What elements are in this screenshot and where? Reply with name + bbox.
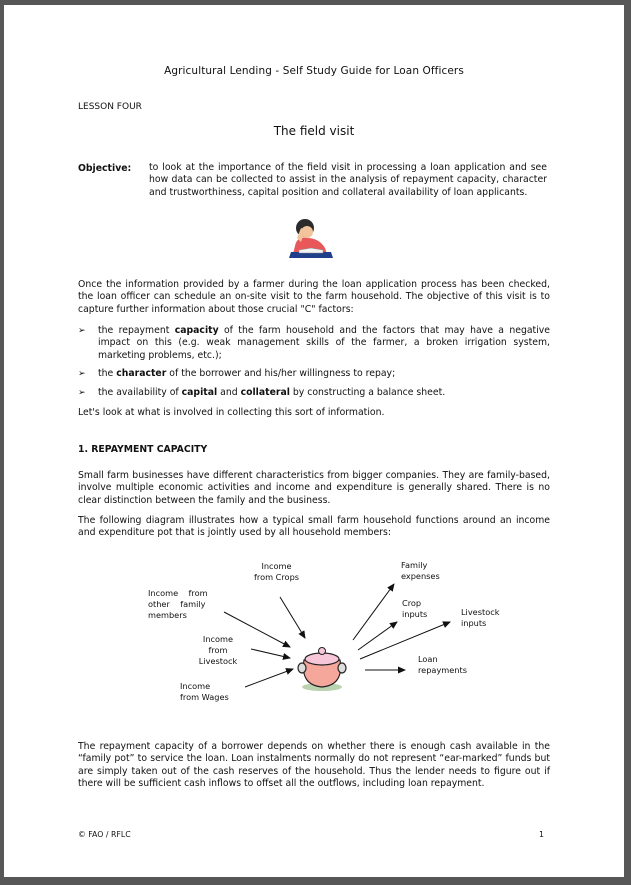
c-factors-list [78, 325, 550, 405]
list-item: ➢ the character of the borrower and his/her willingness to repay; [78, 368, 396, 380]
person-reading-icon [285, 216, 337, 260]
section-heading: 1. REPAYMENT CAPACITY [78, 444, 208, 455]
footer-page-number: 1 [539, 830, 544, 839]
footer-copyright: © FAO / RFLC [78, 830, 131, 839]
list-item: ➢ the availability of capital and collateral by constructing a balance sheet. [78, 386, 446, 398]
label-livestock-inputs: Livestock inputs [461, 607, 500, 628]
bullet-arrow-icon: ➢ [78, 326, 86, 336]
label-crop-inputs: Crop inputs [402, 598, 428, 619]
family-pot-icon [298, 648, 346, 692]
label-income-crops: Income from Crops [254, 561, 300, 582]
closing-paragraph: The repayment capacity of a borrower depends on whether there is enough cash available in the “family pot” to service the loan. Loan instalments normally do not represent “ear-marked” funds but are simply taken out of the cash reserves of the household. Thus the lender needs to figure out if there will be sufficient cash inflows to offset all the outflows, including loan repayment. [78, 741, 550, 790]
label-income-wages: Income from Wages [180, 681, 229, 702]
lesson-label: LESSON FOUR [78, 102, 142, 112]
section-paragraph-1: Small farm businesses have different characteristics from bigger companies. They are family-based, involve multiple economic activities and income and expenditure is generally shared. There is no clear distinction between the family and the business. [78, 470, 550, 506]
bullet-arrow-icon: ➢ [78, 369, 86, 380]
page-title: The field visit [273, 124, 355, 138]
running-header: Agricultural Lending - Self Study Guide for Loan Officers [164, 65, 464, 77]
label-family-expenses: Family expenses [401, 560, 440, 581]
person-reading-illustration [285, 216, 337, 260]
list-item: ➢ the repayment capacity of the farm household and the factors that may have a negative impact on this (e.g. weak management skills of the farmer, a broken irrigation system, marketing problems, etc.); [78, 325, 550, 361]
bold-term: collateral [240, 386, 290, 398]
bold-term: character [116, 368, 167, 380]
bold-term: capacity [174, 325, 219, 336]
objective-label: Objective: [78, 163, 132, 174]
label-income-other-family: Income from other family members [148, 588, 208, 620]
section-paragraph-2: The following diagram illustrates how a typical small farm household functions around an income and expenditure pot that is jointly used by all household members: [78, 515, 550, 539]
label-loan-repayments: Loan repayments [418, 654, 467, 675]
document-page [4, 5, 624, 877]
lets-look-paragraph: Let's look at what is involved in collecting this sort of information. [78, 407, 385, 418]
label-income-livestock: Income from Livestock [198, 634, 238, 666]
bullet-arrow-icon: ➢ [78, 387, 86, 398]
objective-text: to look at the importance of the field visit in processing a loan application and see how data can be collected to assist in the analysis of repayment capacity, character and trustworthiness, capital position and collateral availability of loan applicants. [149, 162, 547, 198]
bold-term: capital [181, 386, 218, 398]
intro-paragraph: Once the information provided by a farmer during the loan application process has been checked, the loan officer can schedule an on-site visit to the farm household. The objective of this visit is to capture further information about those crucial "C" factors: [78, 279, 550, 315]
